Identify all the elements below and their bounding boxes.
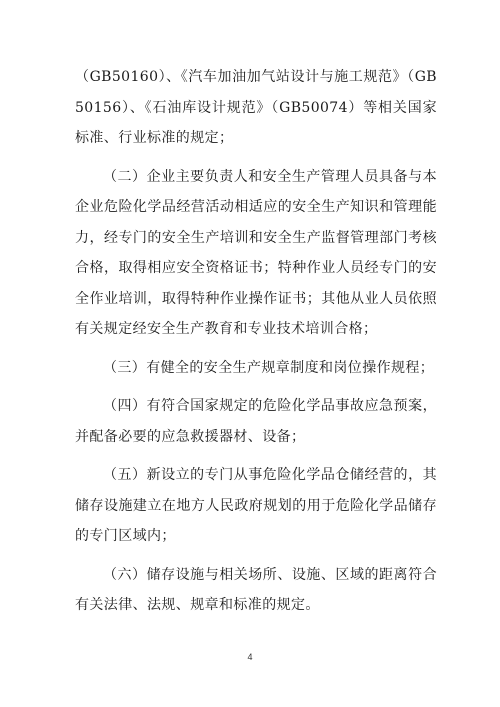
paragraph-item-6-distance-compliance: （六）储存设施与相关场所、设施、区域的距离符合有关法律、法规、规章和标准的规定。 bbox=[75, 566, 437, 613]
paragraph-item-5-storage-zone: （五）新设立的专门从事危险化学品仓储经营的，其储存设施建立在地方人民政府规划的用于危险化学品储存的专门区域内； bbox=[75, 467, 437, 544]
document-body bbox=[75, 62, 437, 629]
page-number: 4 bbox=[247, 652, 253, 662]
paragraph-item-3-safety-rules: （三）有健全的安全生产规章制度和岗位操作规程； bbox=[103, 359, 435, 376]
paragraph-item-4-emergency-plan: （四）有符合国家规定的危险化学品事故应急预案，并配备必要的应急救援器材、设备； bbox=[75, 398, 437, 445]
paragraph-item-2-personnel-qualification: （二）企业主要负责人和安全生产管理人员具备与本企业危险化学品经营活动相适应的安全生产知识和管理能力，经专门的安全生产培训和安全生产监督管理部门考核合格，取得相应安全资格证书；特种作业人员经专门的安全作业培训，取得特种作业操作证书；其他从业人员依照有关规定经安全生产教育和专业技术培训合格； bbox=[75, 168, 437, 337]
paragraph-standards-continuation: （GB50160）、《汽车加油加气站设计与施工规范》（GB50156）、《石油库设计规范》（GB50074）等相关国家标准、行业标准的规定； bbox=[75, 69, 437, 146]
